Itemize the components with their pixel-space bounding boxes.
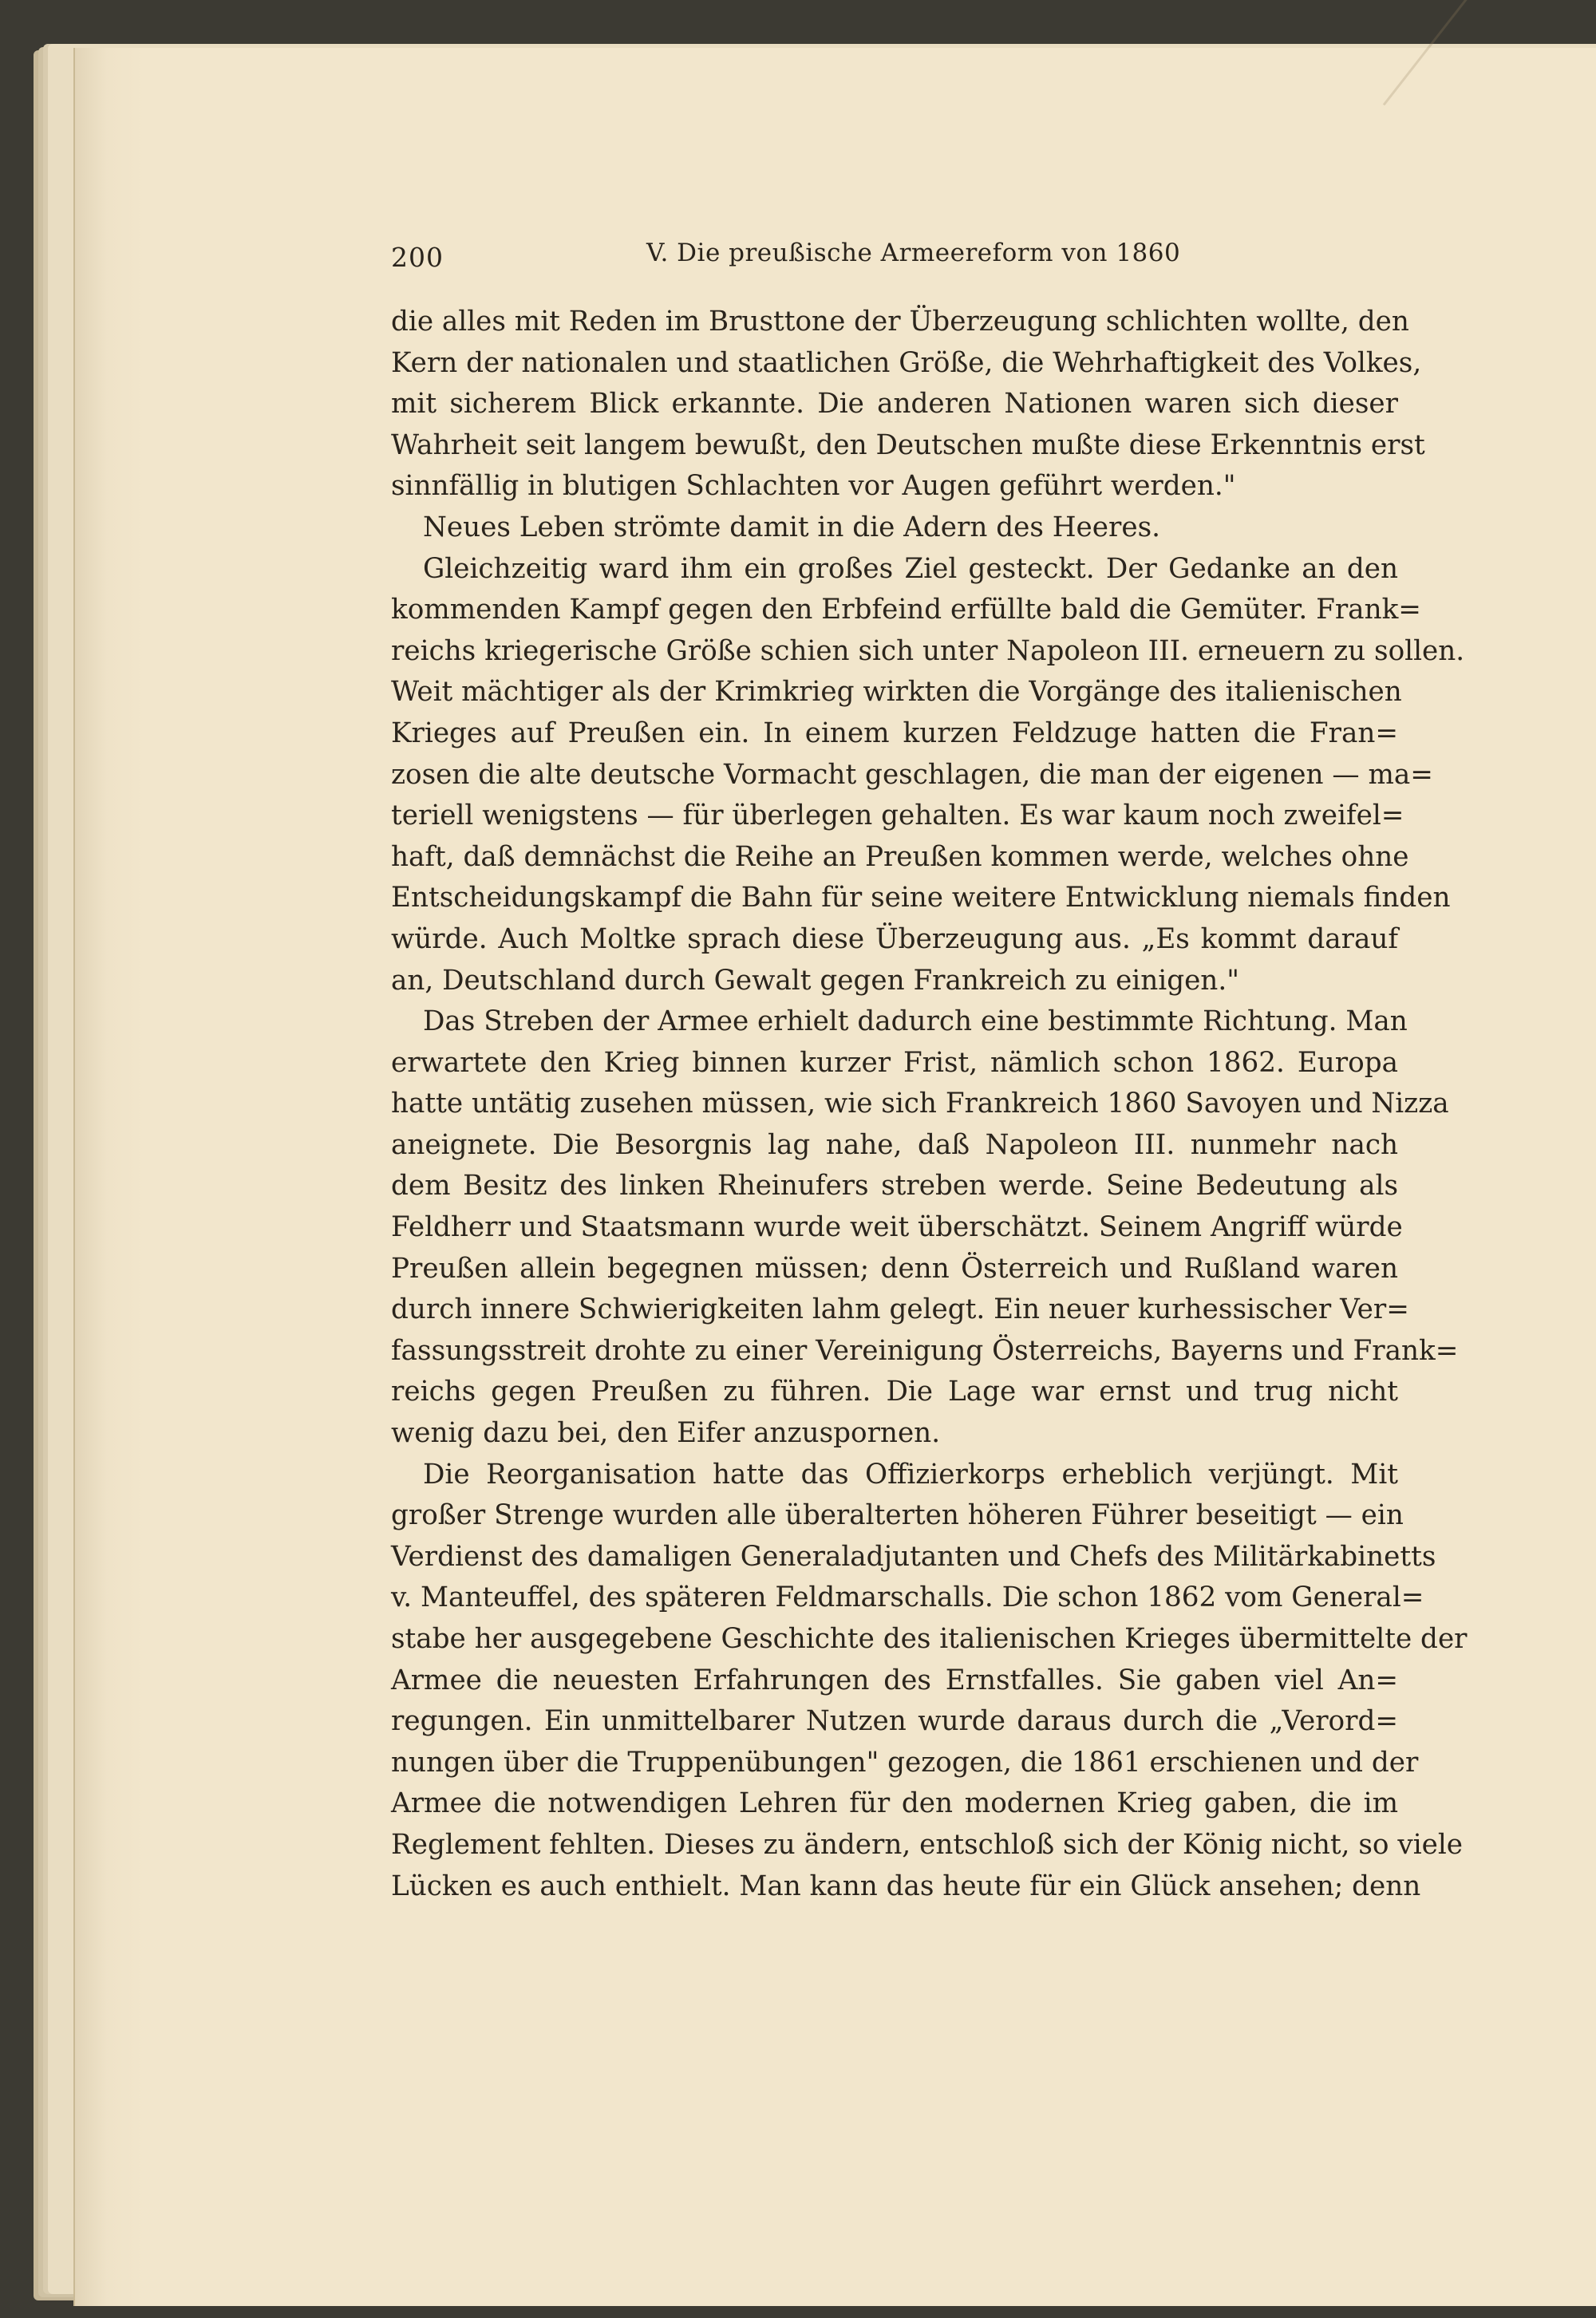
text-line: Entscheidungskampf die Bahn für seine weitere Entwicklung niemals finden bbox=[391, 882, 1451, 914]
page-header bbox=[391, 235, 1404, 283]
text-line: Krieges auf Preußen ein. In einem kurzen Feldzuge hatten die Fran= bbox=[391, 717, 1398, 749]
text-line: Preußen allein begegnen müssen; denn Österreich und Rußland waren bbox=[391, 1252, 1398, 1285]
body-text bbox=[391, 302, 1468, 1907]
text-line: fassungsstreit drohte zu einer Vereinigung Österreichs, Bayerns und Frank= bbox=[391, 1334, 1459, 1367]
text-line: Die Reorganisation hatte das Offizierkorps erheblich verjüngt. Mit bbox=[423, 1458, 1398, 1491]
text-line: Armee die neuesten Erfahrungen des Ernstfalles. Sie gaben viel An= bbox=[391, 1664, 1398, 1696]
text-line: sinnfällig in blutigen Schlachten vor Augen geführt werden." bbox=[391, 470, 1236, 503]
text-line: aneignete. Die Besorgnis lag nahe, daß Napoleon III. nunmehr nach bbox=[391, 1128, 1398, 1161]
text-line: Neues Leben strömte damit in die Adern des Heeres. bbox=[423, 511, 1160, 543]
text-line: Kern der nationalen und staatlichen Größe, die Wehrhaftigkeit des Volkes, bbox=[391, 346, 1422, 379]
paper-crease bbox=[1383, 0, 1473, 105]
text-line: reichs gegen Preußen zu führen. Die Lage war ernst und trug nicht bbox=[391, 1376, 1398, 1408]
text-line: großer Strenge wurden alle überalterten höheren Führer beseitigt — ein bbox=[391, 1499, 1404, 1532]
text-line: die alles mit Reden im Brusttone der Überzeugung schlichten wollte, den bbox=[391, 306, 1409, 338]
text-line: Wahrheit seit langem bewußt, den Deutschen mußte diese Erkenntnis erst bbox=[391, 428, 1425, 461]
text-line: an, Deutschland durch Gewalt gegen Frankreich zu einigen." bbox=[391, 964, 1239, 997]
running-title: V. Die preußische Armeereform von 1860 bbox=[646, 239, 1181, 267]
text-line: durch innere Schwierigkeiten lahm gelegt. Ein neuer kurhessischer Ver= bbox=[391, 1293, 1409, 1326]
text-line: Weit mächtiger als der Krimkrieg wirkten die Vorgänge des italienischen bbox=[391, 676, 1402, 709]
text-line: hatte untätig zusehen müssen, wie sich Frankreich 1860 Savoyen und Nizza bbox=[391, 1088, 1449, 1120]
text-line: Gleichzeitig ward ihm ein großes Ziel gesteckt. Der Gedanke an den bbox=[423, 552, 1398, 585]
text-line: regungen. Ein unmittelbarer Nutzen wurde daraus durch die „Verord= bbox=[391, 1705, 1398, 1738]
text-line: reichs kriegerische Größe schien sich unter Napoleon III. erneuern zu sollen. bbox=[391, 634, 1465, 667]
text-line: haft, daß demnächst die Reihe an Preußen kommen werde, welches ohne bbox=[391, 840, 1409, 873]
text-line: teriell wenigstens — für überlegen gehalten. Es war kaum noch zweifel= bbox=[391, 800, 1404, 832]
text-line: v. Manteuffel, des späteren Feldmarschalls. Die schon 1862 vom General= bbox=[391, 1582, 1424, 1614]
text-line: Verdienst des damaligen Generaladjutanten und Chefs des Militärkabinetts bbox=[391, 1540, 1436, 1573]
text-line: Reglement fehlten. Dieses zu ändern, entschloß sich der König nicht, so viele bbox=[391, 1828, 1464, 1861]
text-line: dem Besitz des linken Rheinufers streben werde. Seine Bedeutung als bbox=[391, 1170, 1398, 1202]
text-line: mit sicherem Blick erkannte. Die anderen Nationen waren sich dieser bbox=[391, 388, 1398, 421]
text-line: zosen die alte deutsche Vormacht geschlagen, die man der eigenen — ma= bbox=[391, 758, 1433, 791]
text-line: kommenden Kampf gegen den Erbfeind erfüllte bald die Gemüter. Frank= bbox=[391, 594, 1421, 626]
text-line: wenig dazu bei, den Eifer anzuspornen. bbox=[391, 1417, 941, 1450]
text-line: erwartete den Krieg binnen kurzer Frist, nämlich schon 1862. Europa bbox=[391, 1046, 1398, 1079]
text-line: Lücken es auch enthielt. Man kann das heute für ein Glück ansehen; denn bbox=[391, 1870, 1421, 1902]
text-line: Feldherr und Staatsmann wurde weit überschätzt. Seinem Angriff würde bbox=[391, 1211, 1403, 1244]
text-line: Das Streben der Armee erhielt dadurch eine bestimmte Richtung. Man bbox=[423, 1005, 1408, 1038]
text-line: nungen über die Truppenübungen" gezogen, die 1861 erschienen und der bbox=[391, 1746, 1419, 1779]
text-line: Armee die notwendigen Lehren für den modernen Krieg gaben, die im bbox=[391, 1787, 1398, 1820]
page-number: 200 bbox=[391, 242, 444, 273]
text-line: würde. Auch Moltke sprach diese Überzeugung aus. „Es kommt darauf bbox=[391, 922, 1398, 955]
text-line: stabe her ausgegebene Geschichte des italienischen Krieges übermittelte der bbox=[391, 1623, 1468, 1655]
